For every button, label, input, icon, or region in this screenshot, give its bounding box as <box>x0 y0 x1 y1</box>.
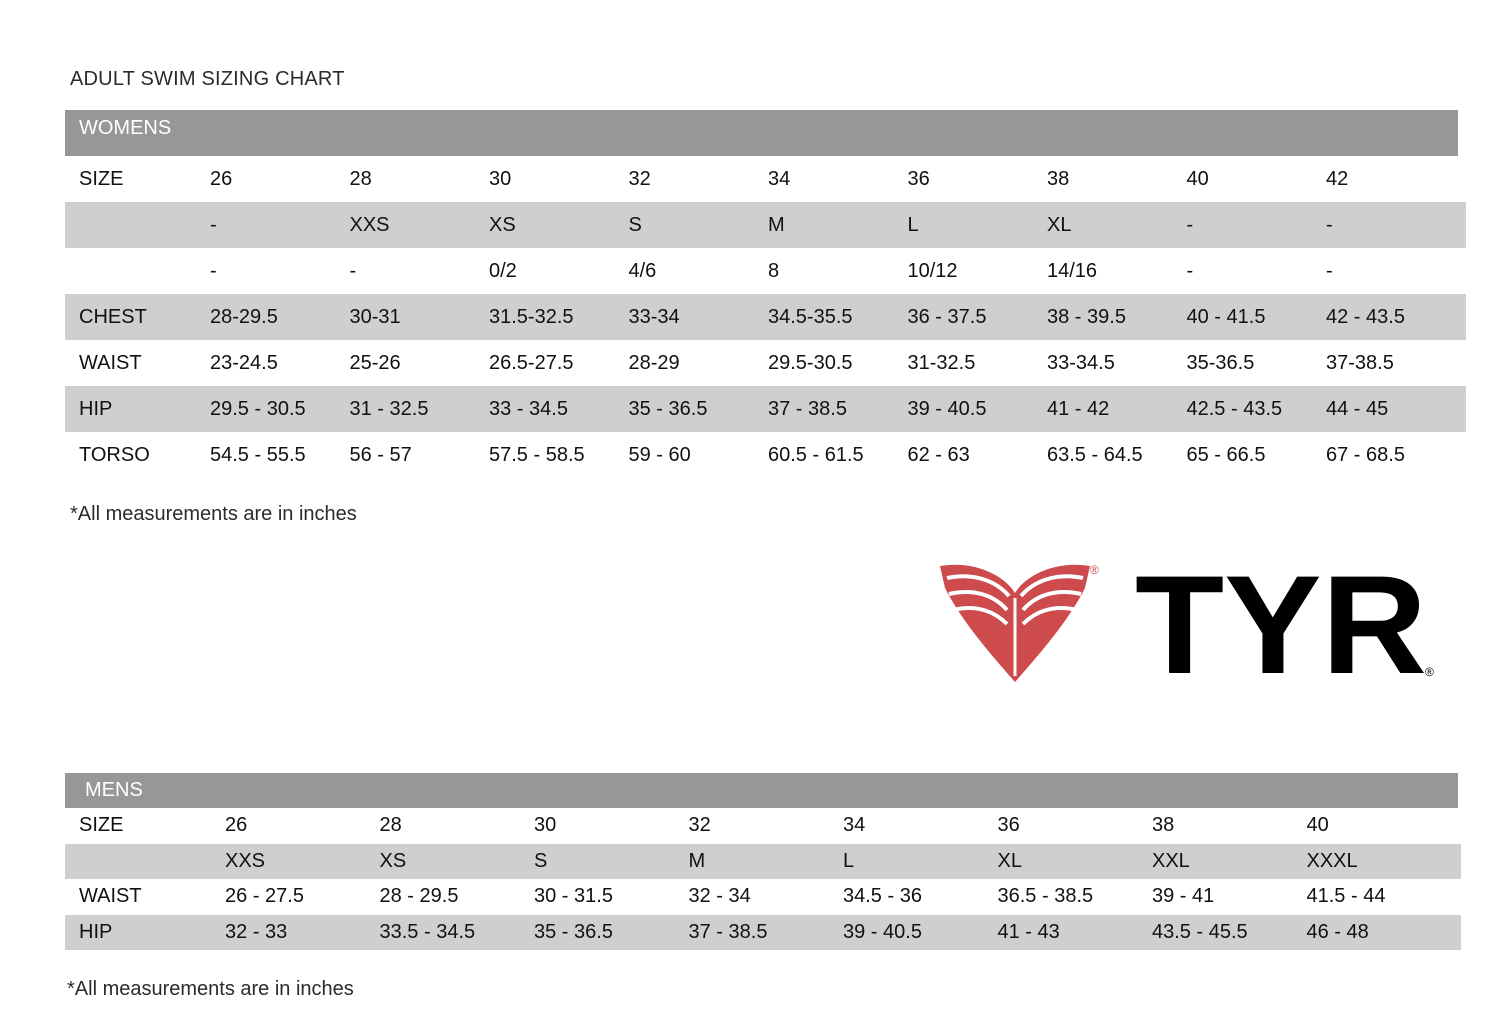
table-cell: 35 - 36.5 <box>629 386 769 432</box>
table-cell: - <box>210 248 350 294</box>
table-cell: 35-36.5 <box>1187 340 1327 386</box>
tyr-logo <box>935 558 1440 686</box>
mens-heading: MENS <box>85 779 143 801</box>
table-cell: 38 <box>1047 156 1187 202</box>
table-cell: XXS <box>225 844 380 880</box>
table-cell: 23-24.5 <box>210 340 350 386</box>
table-cell: 41 - 42 <box>1047 386 1187 432</box>
table-cell: L <box>908 202 1048 248</box>
womens-heading: WOMENS <box>79 117 172 139</box>
table-cell: 28 - 29.5 <box>380 879 535 915</box>
table-cell: 30 - 31.5 <box>534 879 689 915</box>
table-cell: 31.5-32.5 <box>489 294 629 340</box>
table-cell: 34.5 - 36 <box>843 879 998 915</box>
table-cell: M <box>768 202 908 248</box>
row-label: WAIST <box>65 879 225 915</box>
table-cell: 26 <box>210 156 350 202</box>
table-cell: 32 - 34 <box>689 879 844 915</box>
table-cell: 41 - 43 <box>998 915 1153 951</box>
table-cell: XS <box>380 844 535 880</box>
table-cell: 14/16 <box>1047 248 1187 294</box>
tyr-wings-icon <box>940 565 1090 682</box>
mens-table-body <box>65 808 1461 950</box>
table-cell: 4/6 <box>629 248 769 294</box>
table-cell: XXL <box>1152 844 1307 880</box>
table-cell: XXS <box>350 202 490 248</box>
womens-table-body <box>65 156 1466 478</box>
row-label <box>65 248 210 294</box>
table-cell: 33-34 <box>629 294 769 340</box>
table-cell: 31 - 32.5 <box>350 386 490 432</box>
table-cell: 37 - 38.5 <box>768 386 908 432</box>
table-cell: 36.5 - 38.5 <box>998 879 1153 915</box>
table-row <box>65 340 1466 386</box>
tyr-wordmark: TYR <box>1135 558 1427 686</box>
table-cell: 8 <box>768 248 908 294</box>
table-cell: 38 - 39.5 <box>1047 294 1187 340</box>
row-label <box>65 202 210 248</box>
table-cell: 36 <box>998 808 1153 844</box>
table-row <box>65 808 1461 844</box>
table-cell: 33 - 34.5 <box>489 386 629 432</box>
table-cell: S <box>534 844 689 880</box>
table-row <box>65 156 1466 202</box>
table-cell: 36 <box>908 156 1048 202</box>
table-cell: 30 <box>534 808 689 844</box>
table-cell: XL <box>1047 202 1187 248</box>
table-cell: XXXL <box>1307 844 1462 880</box>
table-cell: 37-38.5 <box>1326 340 1466 386</box>
table-cell: 42 <box>1326 156 1466 202</box>
table-row <box>65 879 1461 915</box>
table-cell: 34 <box>843 808 998 844</box>
table-cell: 54.5 - 55.5 <box>210 432 350 478</box>
table-cell: 0/2 <box>489 248 629 294</box>
table-cell: 26.5-27.5 <box>489 340 629 386</box>
table-cell: 38 <box>1152 808 1307 844</box>
womens-size-table <box>65 156 1466 478</box>
mens-footnote: *All measurements are in inches <box>67 978 354 1000</box>
table-cell: 34.5-35.5 <box>768 294 908 340</box>
table-cell: 36 - 37.5 <box>908 294 1048 340</box>
table-cell: XS <box>489 202 629 248</box>
table-cell: 30 <box>489 156 629 202</box>
table-cell: 40 <box>1307 808 1462 844</box>
table-cell: 31-32.5 <box>908 340 1048 386</box>
table-cell: XL <box>998 844 1153 880</box>
table-cell: 28-29 <box>629 340 769 386</box>
table-row <box>65 432 1466 478</box>
table-cell: 46 - 48 <box>1307 915 1462 951</box>
table-cell: 40 <box>1187 156 1327 202</box>
row-label: CHEST <box>65 294 210 340</box>
table-row <box>65 248 1466 294</box>
table-cell: 42 - 43.5 <box>1326 294 1466 340</box>
table-cell: 34 <box>768 156 908 202</box>
mens-size-table <box>65 808 1461 950</box>
table-cell: 32 <box>629 156 769 202</box>
row-label: HIP <box>65 386 210 432</box>
table-cell: 40 - 41.5 <box>1187 294 1327 340</box>
table-cell: L <box>843 844 998 880</box>
table-row <box>65 202 1466 248</box>
row-label: WAIST <box>65 340 210 386</box>
table-row <box>65 294 1466 340</box>
table-cell: 26 - 27.5 <box>225 879 380 915</box>
table-cell: 39 - 40.5 <box>843 915 998 951</box>
table-cell: 10/12 <box>908 248 1048 294</box>
table-row <box>65 915 1461 951</box>
mens-section-header <box>65 773 1458 808</box>
table-cell: 33-34.5 <box>1047 340 1187 386</box>
row-label: HIP <box>65 915 225 951</box>
row-label <box>65 844 225 880</box>
table-cell: - <box>1187 202 1327 248</box>
table-cell: 39 - 40.5 <box>908 386 1048 432</box>
logo-registered-mark-small: ® <box>1090 563 1099 577</box>
table-cell: 67 - 68.5 <box>1326 432 1466 478</box>
table-cell: 30-31 <box>350 294 490 340</box>
table-row <box>65 844 1461 880</box>
table-cell: 62 - 63 <box>908 432 1048 478</box>
table-cell: 59 - 60 <box>629 432 769 478</box>
womens-footnote: *All measurements are in inches <box>70 503 357 525</box>
table-cell: 39 - 41 <box>1152 879 1307 915</box>
table-cell: 28 <box>350 156 490 202</box>
table-cell: 56 - 57 <box>350 432 490 478</box>
table-cell: 57.5 - 58.5 <box>489 432 629 478</box>
table-cell: 65 - 66.5 <box>1187 432 1327 478</box>
table-cell: 32 - 33 <box>225 915 380 951</box>
table-cell: 26 <box>225 808 380 844</box>
row-label: SIZE <box>65 808 225 844</box>
table-cell: - <box>1326 202 1466 248</box>
table-cell: 32 <box>689 808 844 844</box>
table-cell: 44 - 45 <box>1326 386 1466 432</box>
row-label: TORSO <box>65 432 210 478</box>
table-row <box>65 386 1466 432</box>
chart-title: ADULT SWIM SIZING CHART <box>70 68 345 90</box>
row-label: SIZE <box>65 156 210 202</box>
table-cell: 25-26 <box>350 340 490 386</box>
table-cell: 29.5-30.5 <box>768 340 908 386</box>
table-cell: 42.5 - 43.5 <box>1187 386 1327 432</box>
womens-section-header <box>65 110 1458 156</box>
table-cell: - <box>350 248 490 294</box>
table-cell: - <box>1326 248 1466 294</box>
table-cell: 37 - 38.5 <box>689 915 844 951</box>
table-cell: 63.5 - 64.5 <box>1047 432 1187 478</box>
table-cell: - <box>210 202 350 248</box>
table-cell: 43.5 - 45.5 <box>1152 915 1307 951</box>
table-cell: - <box>1187 248 1327 294</box>
table-cell: 28 <box>380 808 535 844</box>
table-cell: 29.5 - 30.5 <box>210 386 350 432</box>
table-cell: S <box>629 202 769 248</box>
table-cell: 35 - 36.5 <box>534 915 689 951</box>
logo-registered-mark: ® <box>1425 665 1434 679</box>
table-cell: 41.5 - 44 <box>1307 879 1462 915</box>
table-cell: 60.5 - 61.5 <box>768 432 908 478</box>
table-cell: 33.5 - 34.5 <box>380 915 535 951</box>
table-cell: 28-29.5 <box>210 294 350 340</box>
table-cell: M <box>689 844 844 880</box>
